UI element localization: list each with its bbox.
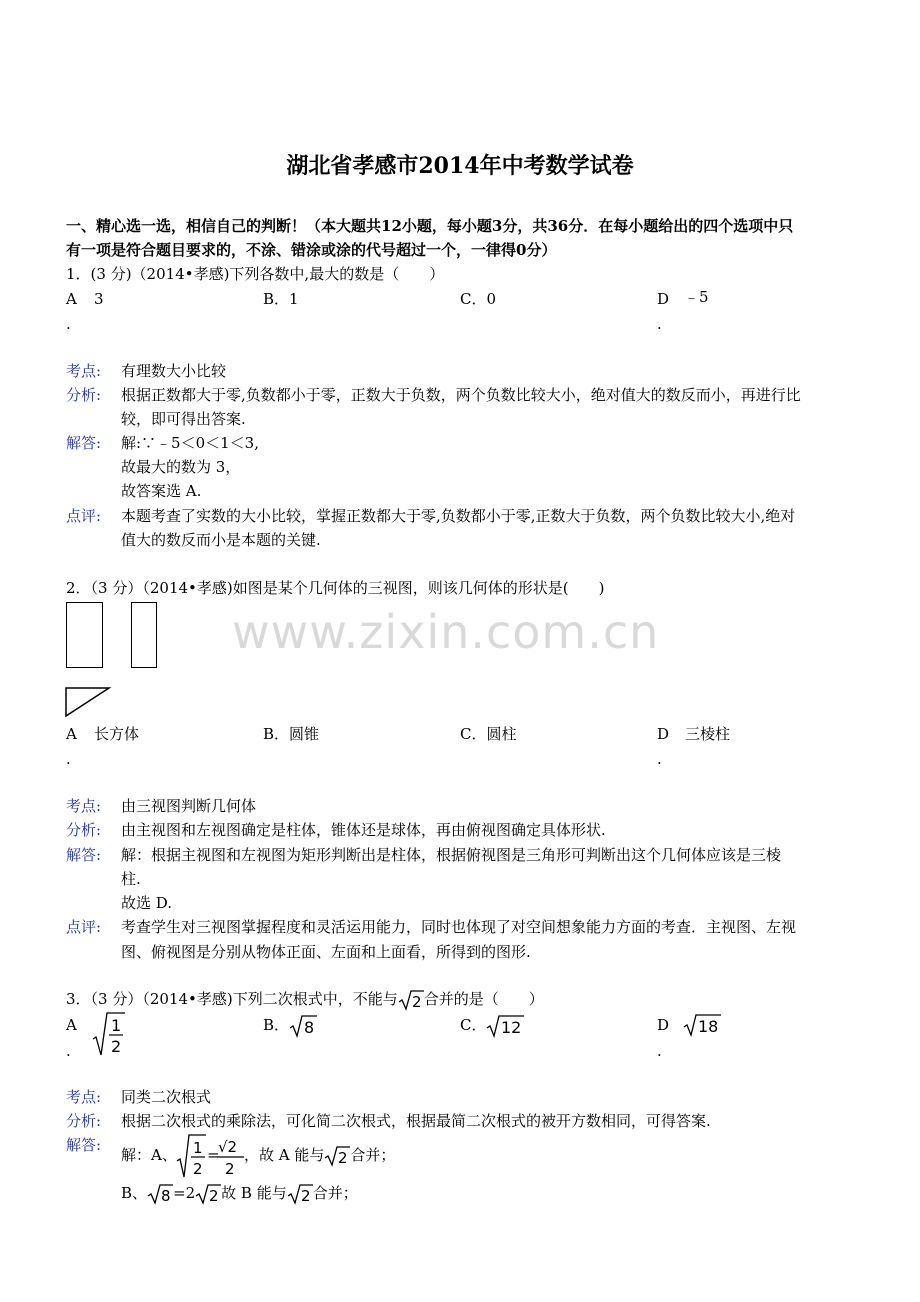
q3-option-d-dot: . [657, 1042, 662, 1060]
front-view-rectangle [66, 602, 103, 668]
q3-option-c-letter: C． [460, 1016, 487, 1034]
q3-jieda-a-eq: = [207, 1146, 220, 1164]
q1-option-d-text: ﹣5 [684, 288, 709, 306]
q1-dianping-line2: 值大的数反而小是本题的关键. [121, 531, 321, 549]
q3-kaodian: 同类二次根式 [121, 1088, 212, 1106]
svg-text:12: 12 [501, 1018, 522, 1037]
svg-text:2: 2 [209, 1187, 219, 1205]
q2-kaodian-label: 考点: [66, 797, 102, 815]
q1-dianping-line1: 本题考查了实数的大小比较，掌握正数都大于零,负数都小于零,正数大于负数，两个负数比较大小,绝对 [121, 507, 796, 525]
svg-text:2: 2 [411, 993, 422, 1011]
q2-jieda-line3: 故选 D. [121, 894, 173, 912]
svg-text:8: 8 [161, 1187, 171, 1205]
q2-jieda-line1: 解：根据主视图和左视图为矩形判断出是柱体，根据俯视图是三角形可判断出这个几何体应该是三棱 [121, 846, 782, 864]
side-view-rectangle [131, 602, 157, 668]
svg-text:18: 18 [698, 1017, 719, 1036]
sqrt-half-fraction-radical [176, 1133, 206, 1179]
q1-jieda-label: 解答: [66, 434, 102, 452]
q1-option-d-dot: . [657, 315, 662, 333]
sqrt-2-inline-a [324, 1145, 350, 1167]
q1-kaodian-label: 考点: [66, 362, 102, 380]
q2-option-a-dot: . [66, 750, 71, 768]
q3-jieda-a-pre: 解：A、 [121, 1146, 177, 1164]
q1-jieda-line3: 故答案选 A. [121, 482, 202, 500]
q2-jieda-line2: 柱. [121, 870, 141, 888]
q1-option-a-dot: . [66, 315, 71, 333]
q2-option-a-text: 长方体 [94, 725, 140, 743]
top-view-triangle [64, 685, 112, 719]
q3-option-c [460, 1013, 524, 1038]
svg-text:8: 8 [304, 1018, 315, 1037]
q1-option-a-text: 3 [94, 290, 104, 308]
q1-option-a-letter: A [66, 290, 77, 308]
q3-jieda-b-pre: B、 [121, 1184, 148, 1202]
q3-jieda-a-post: ，故 A 能与 [244, 1146, 325, 1164]
q3-option-b [263, 1013, 317, 1038]
sqrt-8-inline [147, 1183, 173, 1205]
q2-dianping-line2: 图、俯视图是分别从物体正面、左面和上面看，所得到的图形. [121, 943, 531, 961]
q3-fenxi-label: 分析: [66, 1112, 102, 1130]
q2-option-c: C．圆柱 [460, 725, 517, 743]
q1-stem: 1．(3 分)（2014•孝感)下列各数中,最大的数是（ ） [66, 265, 445, 283]
q3-option-d-letter: D [657, 1016, 670, 1034]
q3-option-a-dot: . [66, 1042, 71, 1060]
q1-fenxi-line2: 较，即可得出答案. [121, 410, 246, 428]
q2-fenxi-label: 分析: [66, 821, 102, 839]
sqrt-18-radical [683, 1013, 721, 1037]
q1-fenxi-label: 分析: [66, 386, 102, 404]
q3-fenxi: 根据二次根式的乘除法，可化简二次根式，根据最简二次根式的被开方数相同，可得答案. [121, 1112, 711, 1130]
svg-text:1: 1 [193, 1139, 203, 1157]
q1-fenxi-line1: 根据正数都大于零,负数都小于零，正数大于负数，两个负数比较大小，绝对值大的数反而小，再进行比 [121, 386, 801, 404]
section-heading-line2: 有一项是符合题目要求的，不涂、错涂或涂的代号超过一个，一律得0分） [66, 241, 557, 259]
q1-option-d-letter: D [657, 290, 670, 308]
q2-option-d-text: 三棱柱 [685, 725, 731, 743]
q2-stem: 2．（3 分）（2014•孝感)如图是某个几何体的三视图，则该几何体的形状是( ) [66, 579, 605, 597]
sqrt-8-radical [289, 1014, 317, 1038]
q3-jieda-a-line [244, 1143, 395, 1167]
sqrt-2-inline-c [287, 1183, 313, 1205]
q1-jieda-line2: 故最大的数为 3， [121, 458, 241, 476]
q2-dianping-line1: 考查学生对三视图掌握程度和灵活运用能力，同时也体现了对空间想象能力方面的考查．主视图、左视 [121, 918, 797, 936]
svg-text:2: 2 [300, 1187, 311, 1205]
q1-option-c: C．0 [460, 290, 497, 308]
svg-text:2: 2 [338, 1149, 348, 1167]
q2-kaodian: 由三视图判断几何体 [121, 797, 257, 815]
q3-jieda-b-eq: =2 [173, 1184, 196, 1202]
sqrt2-over-2-fraction [216, 1133, 246, 1179]
svg-text:2: 2 [193, 1160, 203, 1178]
q3-option-a-letter: A [66, 1016, 77, 1034]
q3-jieda-b-post: 故 B 能与 [221, 1184, 287, 1202]
q2-jieda-label: 解答: [66, 846, 102, 864]
q3-jieda-b-line [121, 1181, 358, 1205]
svg-text:2: 2 [111, 1037, 122, 1056]
sqrt-2-inline-b [195, 1183, 221, 1205]
q2-option-a-letter: A [66, 725, 77, 743]
svg-text:√2: √2 [218, 1138, 238, 1156]
q1-kaodian: 有理数大小比较 [121, 362, 227, 380]
watermark: www.zixin.com.cn [232, 605, 660, 659]
sqrt-half-radical [92, 1011, 126, 1057]
q1-dianping-label: 点评: [66, 507, 102, 525]
q3-jieda-b-end: 合并； [312, 1184, 358, 1202]
section-heading-line1: 一、精心选一选，相信自己的判断！（本大题共12小题，每小题3分，共36分．在每小题给出的四个选项中只 [66, 217, 794, 235]
q1-option-b: B．1 [263, 290, 299, 308]
svg-text:2: 2 [225, 1160, 235, 1178]
q1-jieda-line1: 解:∵﹣5＜0＜1＜3, [121, 434, 259, 452]
sqrt-12-radical [486, 1014, 524, 1038]
page-title: 湖北省孝感市2014年中考数学试卷 [286, 153, 634, 179]
sqrt-2-radical [398, 989, 424, 1011]
q2-option-b: B．圆锥 [263, 725, 320, 743]
q3-kaodian-label: 考点: [66, 1088, 102, 1106]
q2-dianping-label: 点评: [66, 918, 102, 936]
q3-option-b-letter: B． [263, 1016, 290, 1034]
q3-jieda-a-end: 合并； [350, 1146, 396, 1164]
q2-fenxi: 由主视图和左视图确定是柱体，锥体还是球体，再由俯视图确定具体形状. [121, 821, 606, 839]
q2-option-d-dot: . [657, 750, 662, 768]
q3-jieda-label: 解答: [66, 1136, 102, 1154]
q3-stem [66, 987, 544, 1011]
q3-stem-post: 合并的是（ ） [423, 990, 544, 1008]
q2-option-d-letter: D [657, 725, 670, 743]
q3-stem-pre: 3．（3 分）（2014•孝感)下列二次根式中，不能与 [66, 990, 398, 1008]
svg-text:1: 1 [111, 1016, 122, 1035]
